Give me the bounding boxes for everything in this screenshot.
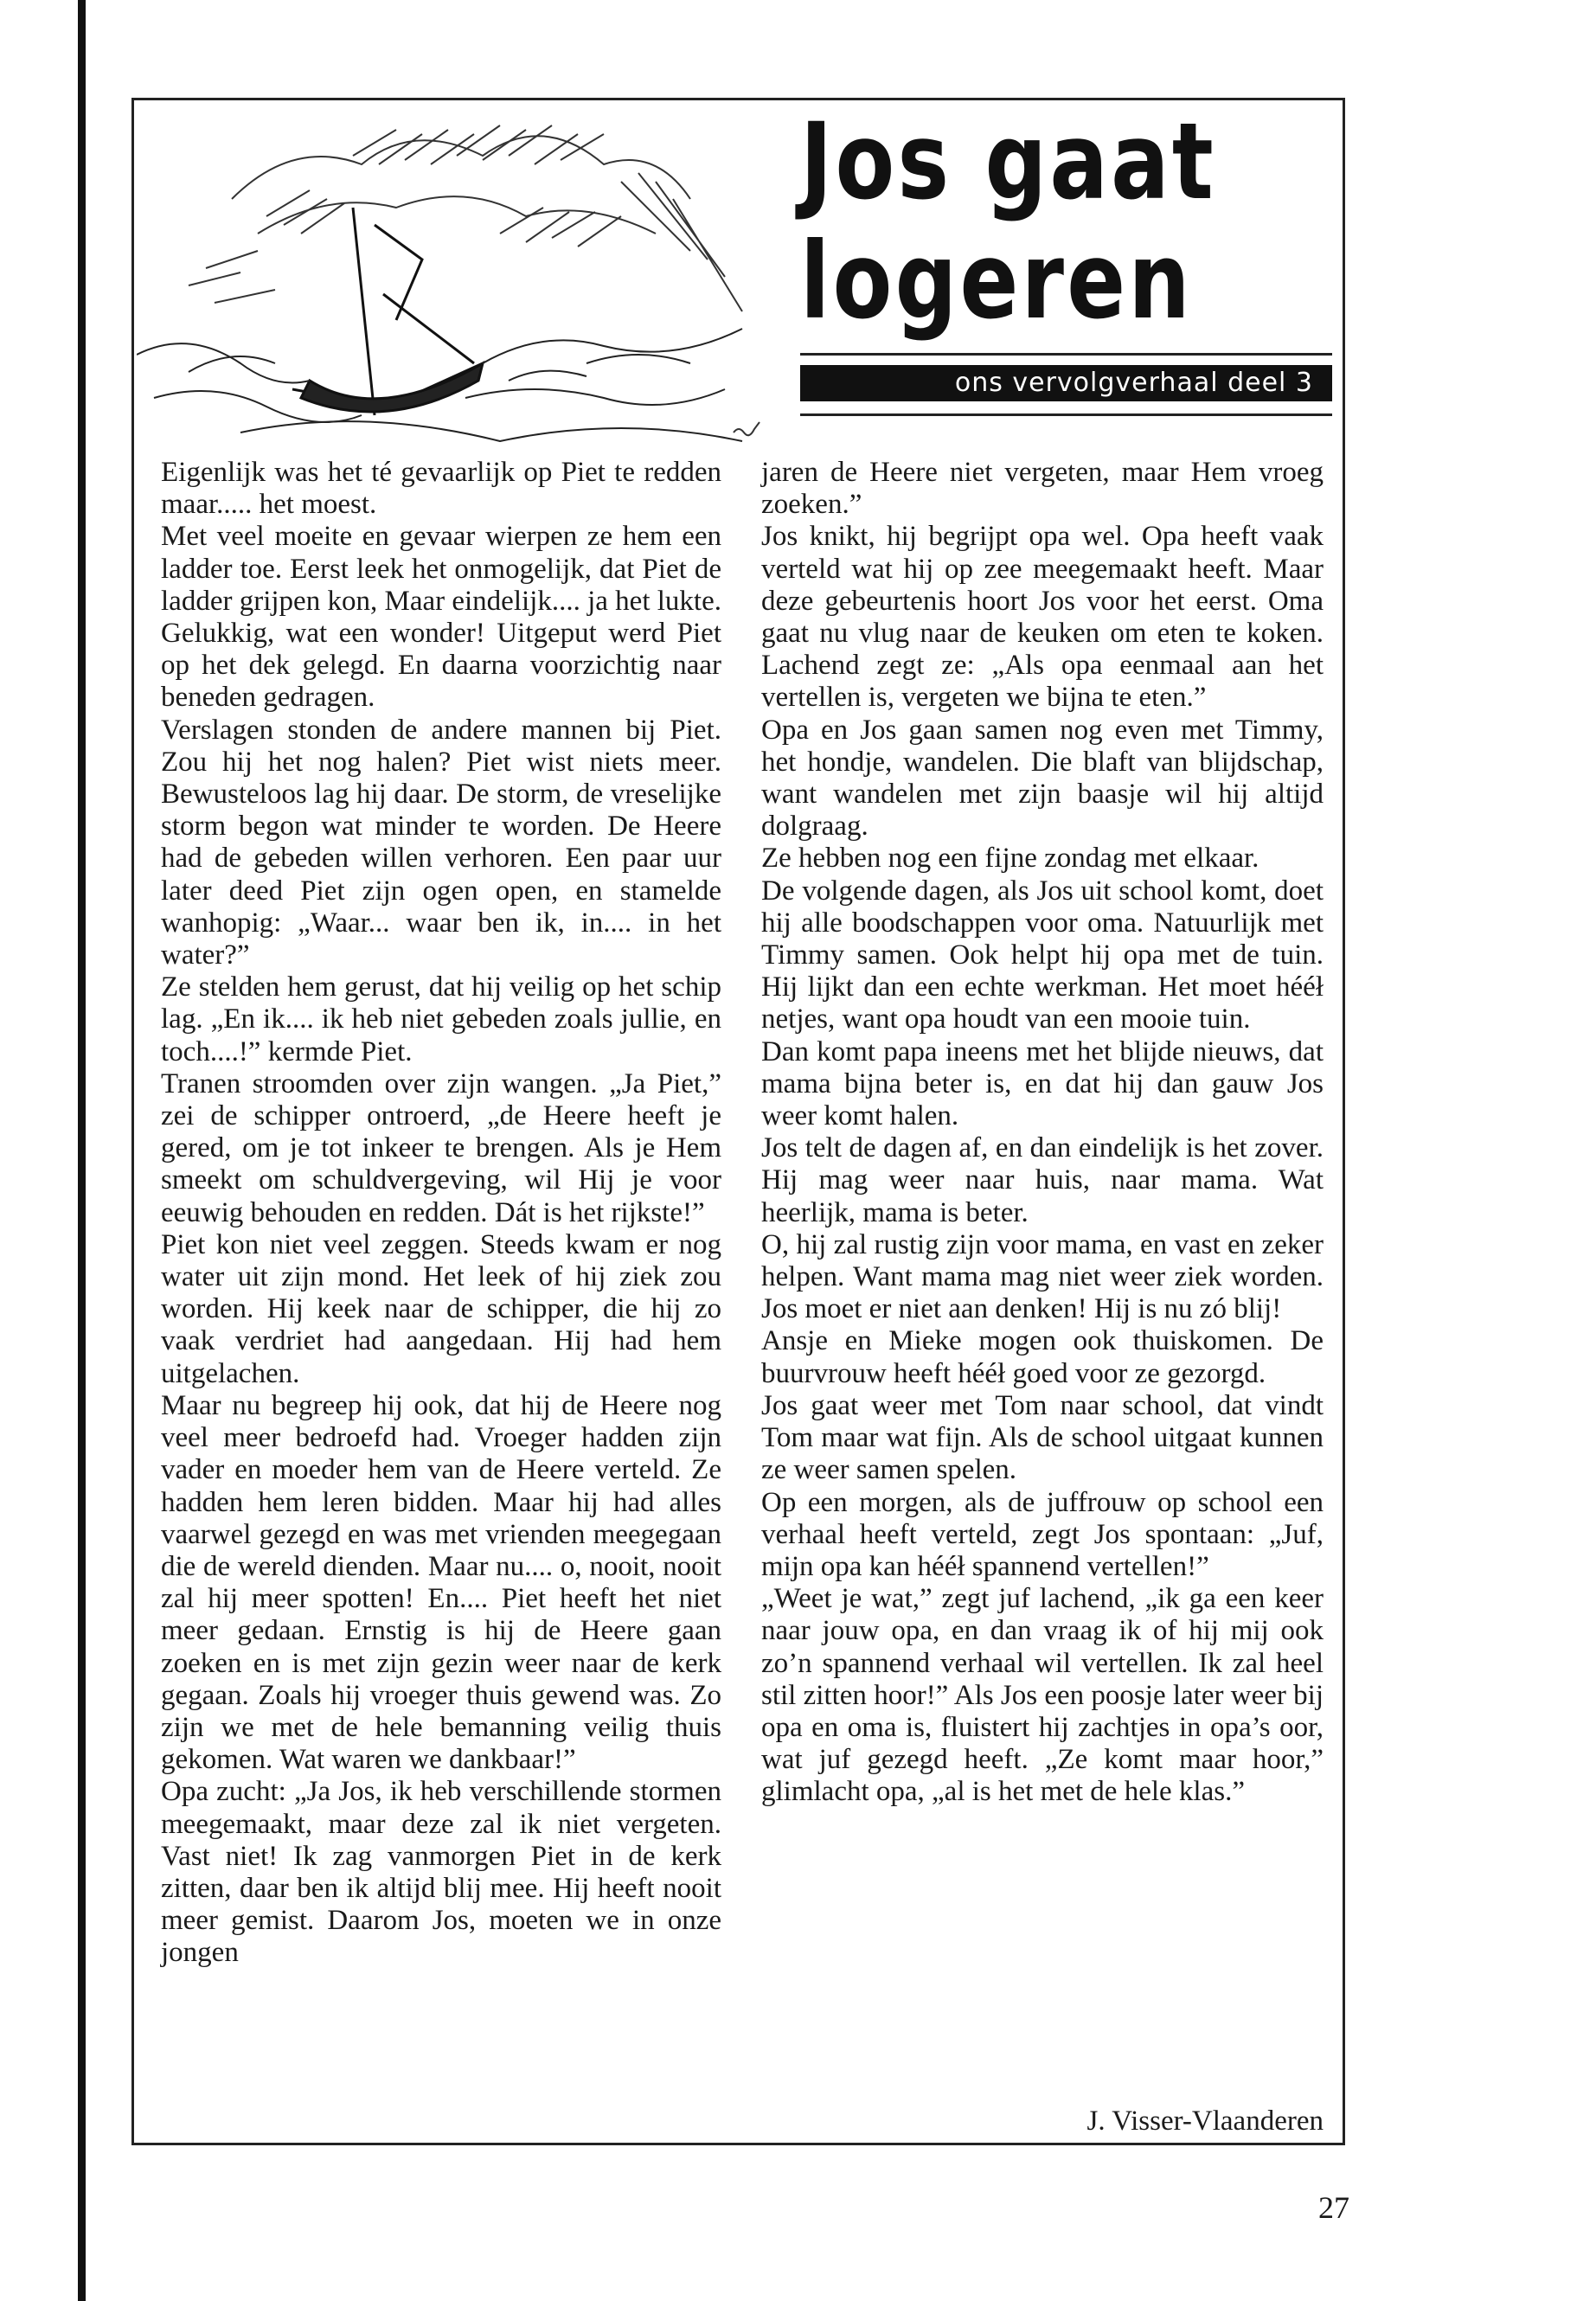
series-banner: ons vervolgverhaal deel 3	[800, 365, 1332, 401]
artist-signature-mark	[734, 422, 760, 435]
story-title	[800, 102, 1240, 341]
paragraph: Opa en Jos gaan samen nog even met Timmy, het hondje, wandelen. Die blaft van blijdschap, want wandelen met zijn baasje wil hij altijd dolgraag.	[761, 714, 1324, 843]
binding-edge	[78, 0, 86, 2301]
paragraph: Met veel moeite en gevaar wierpen ze hem een ladder toe. Eerst leek het onmogelijk, dat Piet de ladder grijpen kon, Maar eindelijk.... ja het lukte. Gelukkig, wat een wonder! Uitgeput werd Piet op het dek gelegd. En daarna voorzichtig naar beneden gedragen.	[161, 521, 721, 714]
left-column	[161, 457, 721, 1970]
paragraph: De volgende dagen, als Jos uit school komt, doet hij alle boodschappen voor oma. Natuurlijk met Timmy samen. Ook helpt hij opa met de tuin. Hij lijkt dan een echte werkman. Het moet hééł netjes, want opa houdt van een mooie tuin.	[761, 875, 1324, 1035]
title-line-2: logeren	[800, 220, 1193, 343]
right-column	[761, 457, 1324, 1809]
page-number: 27	[1318, 2190, 1349, 2225]
paragraph: Verslagen stonden de andere mannen bij Piet. Zou hij het nog halen? Piet wist niets meer. Bewusteloos lag hij daar. De storm, de vreselijke storm begon wat minder te worden. De Heere had de gebeden willen verhoren. Een paar uur later deed Piet zijn ogen open, en stamelde wanhopig: „Waar... waar ben ik, in.... in het water?”	[161, 714, 721, 971]
paragraph: Ansje en Mieke mogen ook thuiskomen. De buurvrouw heeft hééł goed voor ze gezorgd.	[761, 1325, 1324, 1389]
banner-top-rule	[800, 353, 1332, 356]
paragraph: Opa zucht: „Ja Jos, ik heb verschillende stormen meegemaakt, maar deze zal ik niet vergeten. Vast niet! Ik zag vanmorgen Piet in de kerk zitten, daar ben ik altijd blij mee. Hij heeft nooit meer gemist. Daarom Jos, moeten we in onze jongen	[161, 1776, 721, 1969]
paragraph: O, hij zal rustig zijn voor mama, en vast en zeker helpen. Want mama mag niet weer ziek worden. Jos moet er niet aan denken! Hij is nu zó blij!	[761, 1228, 1324, 1325]
boat	[292, 208, 483, 415]
paragraph: Piet kon niet veel zeggen. Steeds kwam er nog water uit zijn mond. Het leek of hij ziek zou worden. Hij keek naar de schipper, die hij zo vaak verdriet had aangedaan. Hij had hem uitgelachen.	[161, 1228, 721, 1389]
paragraph: Maar nu begreep hij ook, dat hij de Heere nog veel meer bedroefd had. Vroeger hadden zijn vader en moeder hem van de Heere verteld. Ze hadden hem leren bidden. Maar hij had alles vaarwel gezegd en was met vrienden meegegaan die de wereld dienden. Maar nu.... o, nooit, nooit zal hij meer spotten! En.... Piet heeft het niet meer gedaan. Ernstig is hij de Heere gaan zoeken en is met zijn gezin weer naar de kerk gegaan. Zoals hij vroeger thuis gewend was. Zo zijn we met de hele bemanning veilig thuis gekomen. Wat waren we dankbaar!”	[161, 1389, 721, 1776]
paragraph: Tranen stroomden over zijn wangen. „Ja Piet,” zei de schipper ontroerd, „de Heere heeft je gered, om je tot inkeer te brengen. Als je Hem smeekt om schuldvergeving, wil Hij je voor eeuwig behouden en redden. Dát is het rijkste!”	[161, 1067, 721, 1228]
paragraph: „Weet je wat,” zegt juf lachend, „ik ga een keer naar jouw opa, en dan vraag ik of hij mij ook zo’n spannend verhaal wil vertellen. Ik zal heel stil zitten hoor!” Als Jos een poosje later weer bij opa en oma is, fluistert hij zachtjes in opa’s oor, wat juf gezegd heeft. „Ze komt maar hoor,” glimlacht opa, „al is het met de hele klas.”	[761, 1583, 1324, 1808]
paragraph: Ze hebben nog een fijne zondag met elkaar.	[761, 843, 1259, 875]
paragraph: jaren de Heere niet vergeten, maar Hem vroeg zoeken.”	[761, 457, 1324, 521]
paragraph: Dan komt papa ineens met het blijde nieuws, dat mama bijna beter is, en dat hij dan gauw Jos weer komt halen.	[761, 1035, 1324, 1132]
banner-bottom-rule	[800, 413, 1332, 416]
paragraph: Jos telt de dagen af, en dan eindelijk is het zover. Hij mag weer naar huis, naar mama. Wat heerlijk, mama is beter.	[761, 1132, 1324, 1228]
paragraph: Jos knikt, hij begrijpt opa wel. Opa heeft vaak verteld wat hij op zee meegemaakt heeft. Maar deze gebeurtenis hoort Jos voor het eerst. Oma gaat nu vlug naar de keuken om eten te koken. Lachend zegt ze: „Als opa eenmaal aan het vertellen is, vergeten we bijna te eten.”	[761, 521, 1324, 714]
storm-clouds	[189, 125, 742, 311]
paragraph: Jos gaat weer met Tom naar school, dat vindt Tom maar wat fijn. Als de school uitgaat kunnen ze weer samen spelen.	[761, 1389, 1324, 1486]
paragraph: Ze stelden hem gerust, dat hij veilig op het schip lag. „En ik.... ik heb niet gebeden zoals jullie, en toch....!” kermde Piet.	[161, 971, 721, 1067]
author-signature: J. Visser-Vlaanderen	[1086, 2106, 1324, 2137]
paragraph: Eigenlijk was het té gevaarlijk op Piet te redden maar..... het moest.	[161, 457, 721, 521]
paragraph: Op een morgen, als de juffrouw op school een verhaal heeft verteld, zegt Jos spontaan: „Juf, mijn opa kan hééł spannend vertellen!”	[761, 1486, 1324, 1582]
sailboat-storm-illustration	[137, 104, 777, 458]
title-line-1: Jos gaat	[800, 100, 1217, 223]
